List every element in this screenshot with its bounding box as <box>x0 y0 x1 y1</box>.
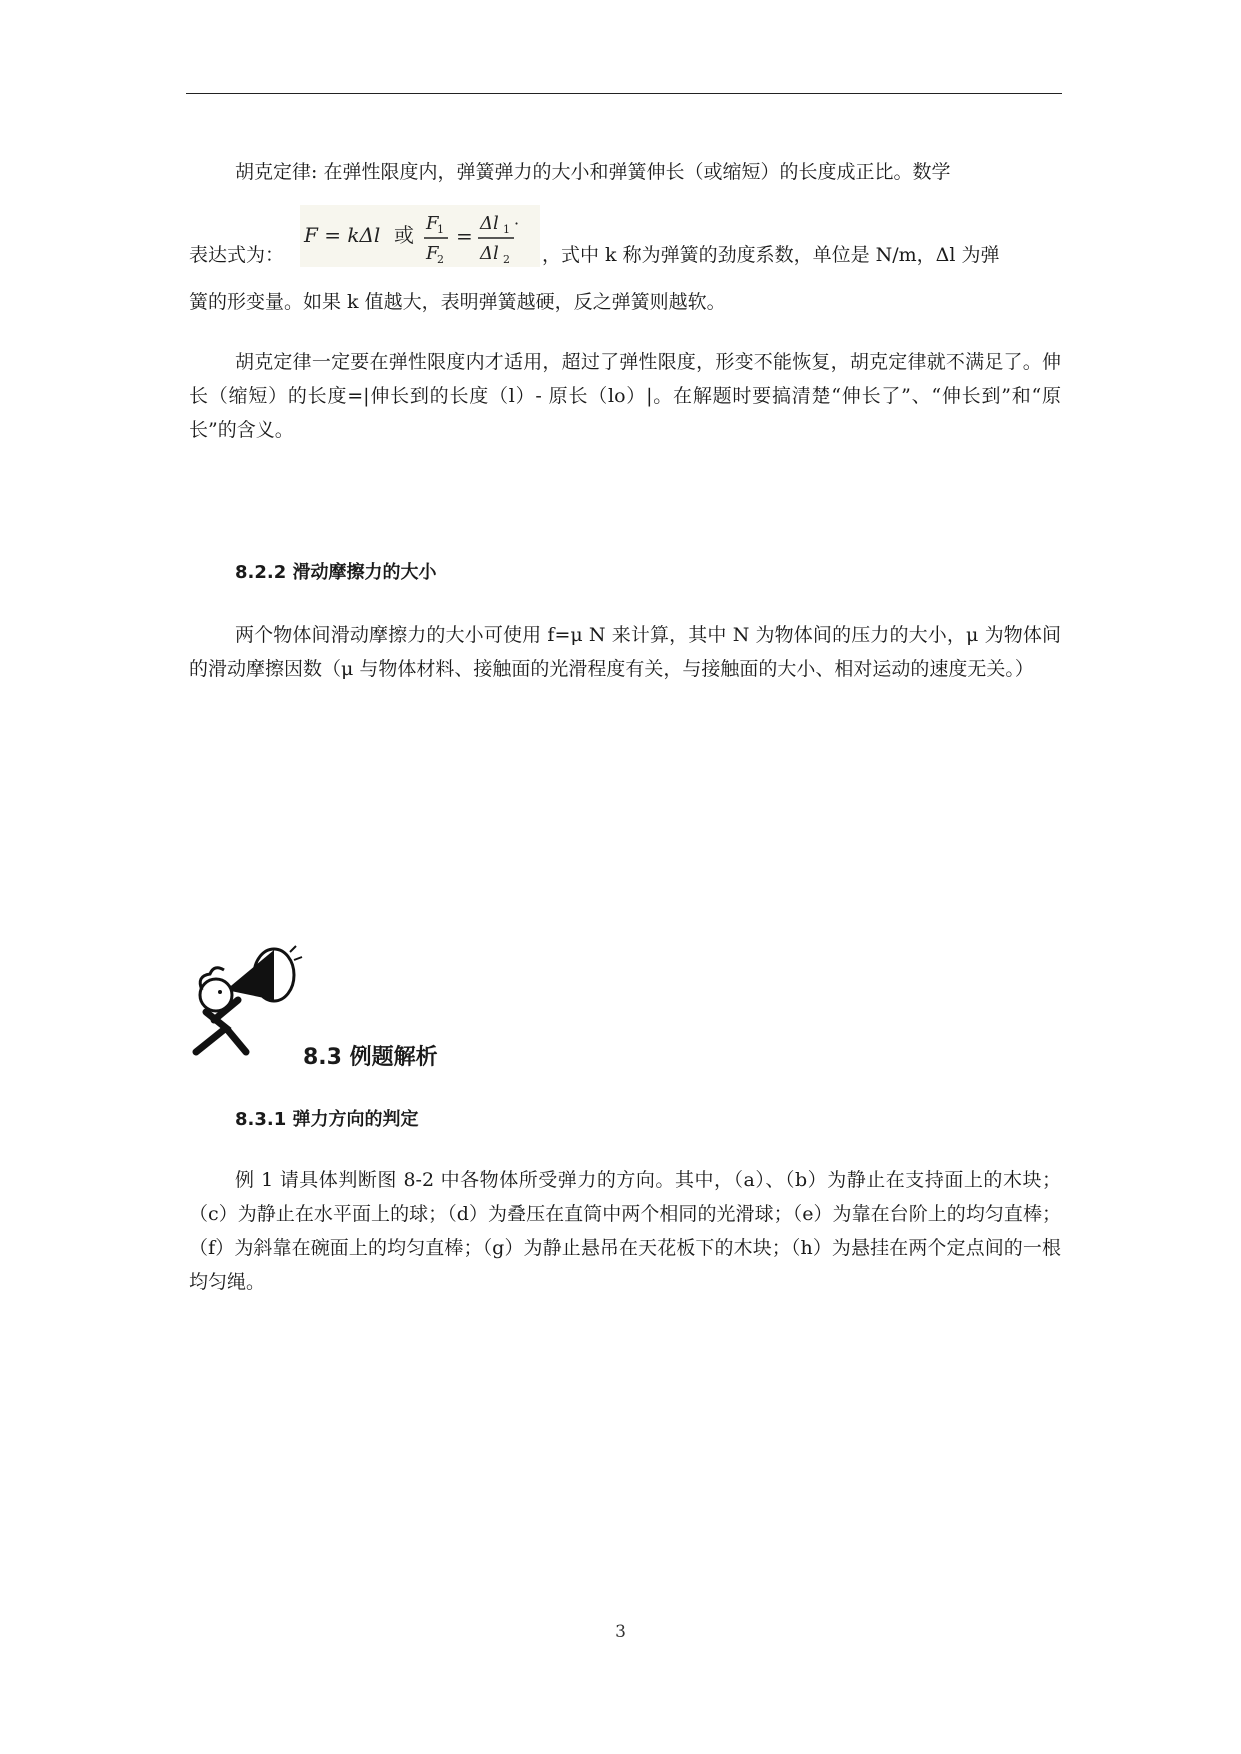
formula-conj: 或 <box>394 223 414 247</box>
formula-f2-sub: 2 <box>437 253 444 266</box>
example1-para: 例 1 请具体判断图 8-2 中各物体所受弹力的方向。其中，（a）、（b）为静止在支持面上的木块；（c）为静止在水平面上的球；（d）为叠压在直筒中两个相同的光滑球；（e）为靠在台阶上的均匀直棒；（f）为斜靠在碗面上的均匀直棒；（g）为静止悬吊在天花板下的木块；（h）为悬挂在两个定点间的一根均匀绳。 <box>189 1169 1061 1293</box>
formula-f2: F <box>426 243 439 264</box>
hooke-formula-after: ，式中 k 称为弹簧的劲度系数，单位是 N/m，Δl 为弹 <box>542 244 1000 266</box>
formula-lhs: F = kΔl <box>304 223 381 247</box>
hooke-para-2: 胡克定律一定要在弹性限度内才适用，超过了弹性限度，形变不能恢复，胡克定律就不满足了。伸长（缩短）的长度=|伸长到的长度（l）- 原长（lo）|。在解题时要搞清楚“伸长了”、“伸长到”和“原长”的含义。 <box>189 351 1061 441</box>
section-heading-83: 8.3 例题解析 <box>303 1045 438 1070</box>
svg-text:·: · <box>514 214 520 233</box>
header-rule <box>186 93 1062 94</box>
formula-f1-sub: 1 <box>437 223 444 236</box>
formula-dl2: Δl <box>480 243 499 264</box>
formula-dl1-sub: 1 <box>503 223 510 236</box>
hooke-formula <box>300 205 540 267</box>
svg-text:=: = <box>456 224 473 248</box>
hooke-para-line1: 胡克定律: 在弹性限度内，弹簧弹力的大小和弹簧伸长（或缩短）的长度成正比。数学 <box>235 161 951 183</box>
formula-f1: F <box>426 213 439 234</box>
page-number: 3 <box>615 1622 626 1642</box>
hooke-para-line3: 簧的形变量。如果 k 值越大，表明弹簧越硬，反之弹簧则越软。 <box>189 291 726 313</box>
formula-dl1: Δl <box>480 213 499 234</box>
megaphone-mascot-icon <box>186 940 316 1060</box>
friction-para: 两个物体间滑动摩擦力的大小可使用 f=μ N 来计算，其中 N 为物体间的压力的大小，μ 为物体间的滑动摩擦因数（μ 与物体材料、接触面的光滑程度有关，与接触面的大小、相对运动的速度无关。） <box>189 624 1061 680</box>
section-heading-831: 8.3.1 弹力方向的判定 <box>235 1109 419 1130</box>
hooke-formula-intro: 表达式为： <box>189 244 285 266</box>
formula-dl2-sub: 2 <box>503 253 510 266</box>
section-heading-822: 8.2.2 滑动摩擦力的大小 <box>235 562 437 583</box>
